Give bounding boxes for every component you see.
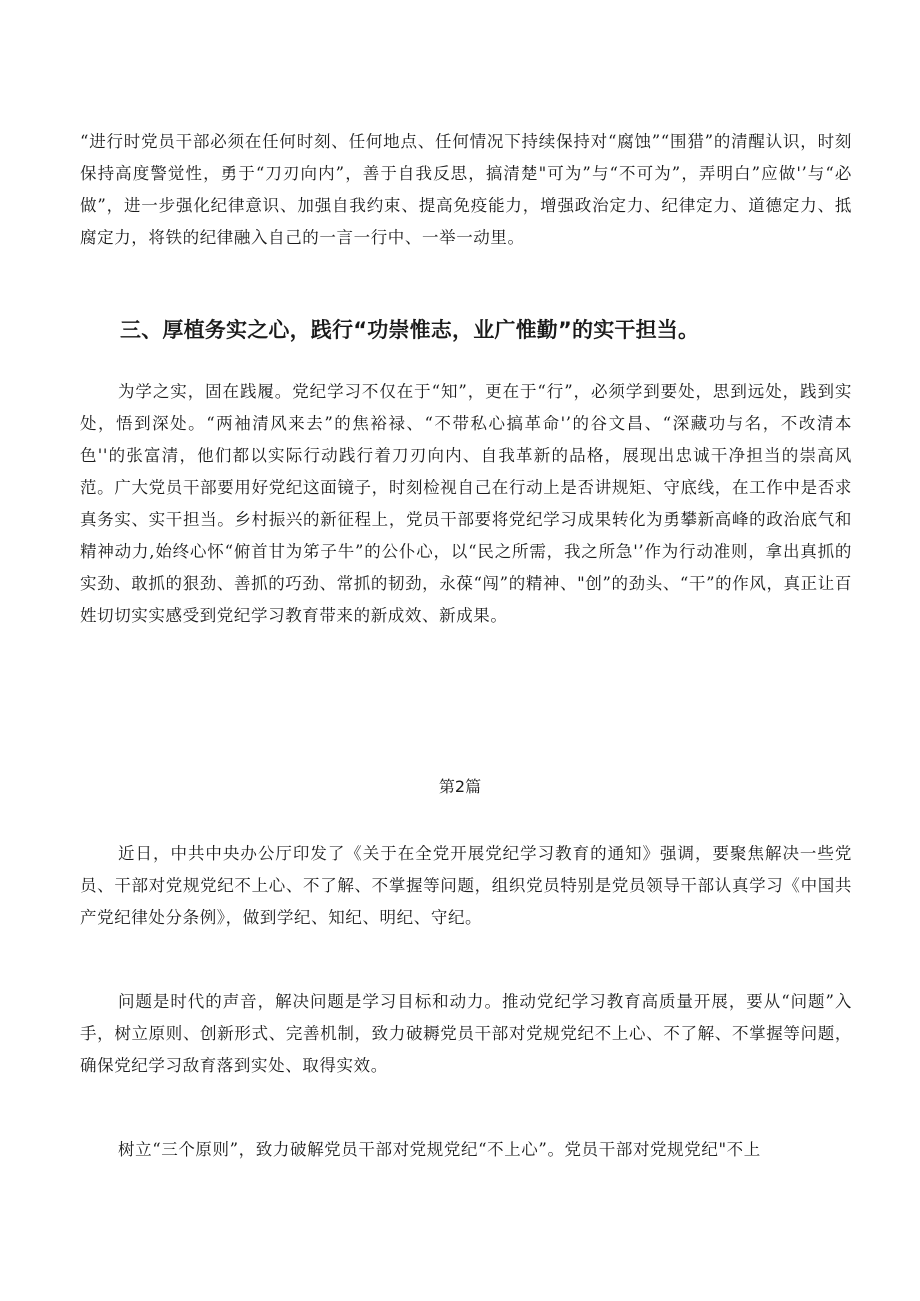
part-title: 第2篇	[438, 777, 482, 796]
body-paragraph: “进行时党员干部必须在任何时刻、任何地点、任何情况下持续保持对“腐蚀”“围猎”的清醒认识，时刻保持高度警觉性，勇于“刀刃向内”，善于自我反思，搞清楚"可为”与“不可为”，弄明白”应做'’与“必做”，进一步强化纪律意识、加强自我约束、提高免疫能力，增强政治定力、纪律定力、道德定力、抵腐定力，将铁的纪律融入自己的一言一行中、一举一动里。	[80, 132, 852, 247]
body-paragraph: 问题是时代的声音，解决问题是学习目标和动力。推动党纪学习教育高质量开展，要从“问题”入手，树立原则、创新形式、完善机制，致力破耨党员干部对党规党纪不上心、不了解、不掌握等问题，确保党纪学习敌育落到实处、取得实效。	[80, 992, 852, 1075]
body-paragraph: 近日，中共中央办公厅印发了《关于在全党开展党纪学习教育的通知》强调，要聚焦解决一些党员、干部对党规党纪不上心、不了解、不掌握等问题，组织党员特别是党员领导干部认真学习《中国共产党纪律处分条例》，做到学纪、知纪、明纪、守纪。	[80, 844, 852, 927]
section-heading: 三、厚植务实之心，践行“功崇惟志，业广惟勤”的实干担当。	[120, 318, 700, 342]
body-paragraph: 树立“三个原则”，致力破解党员干部对党规党纪“不上心”。党员干部对党规党纪"不上	[118, 1140, 761, 1159]
body-paragraph: 为学之实，固在践履。党纪学习不仅在于“知”，更在于“行”，必须学到要处，思到远处，践到实处，悟到深处。“两袖清风来去”的焦裕禄、“不带私心搞革命'’的谷文昌、“深藏功与名，不改清本色''的张富清，他们都以实际行动践行着刀刃向内、自我革新的品格，展现出忠诚干净担当的崇高风范。广大党员干部要用好党纪这面镜子，时刻检视自己在行动上是否讲规矩、守底线，在工作中是否求真务实、实干担当。乡村振兴的新征程上，党员干部要将党纪学习成果转化为勇攀新高峰的政治底气和精神动力,始终心怀“俯首甘为笫子牛”的公仆心，以“民之所需，我之所急'’作为行动准则，拿出真抓的实劲、敢抓的狠劲、善抓的巧劲、常抓的韧劲，永葆“闯”的精神、"创”的劲头、“干”的作风，真正让百姓切切实实感受到党纪学习教育带来的新成效、新成果。	[80, 382, 852, 625]
